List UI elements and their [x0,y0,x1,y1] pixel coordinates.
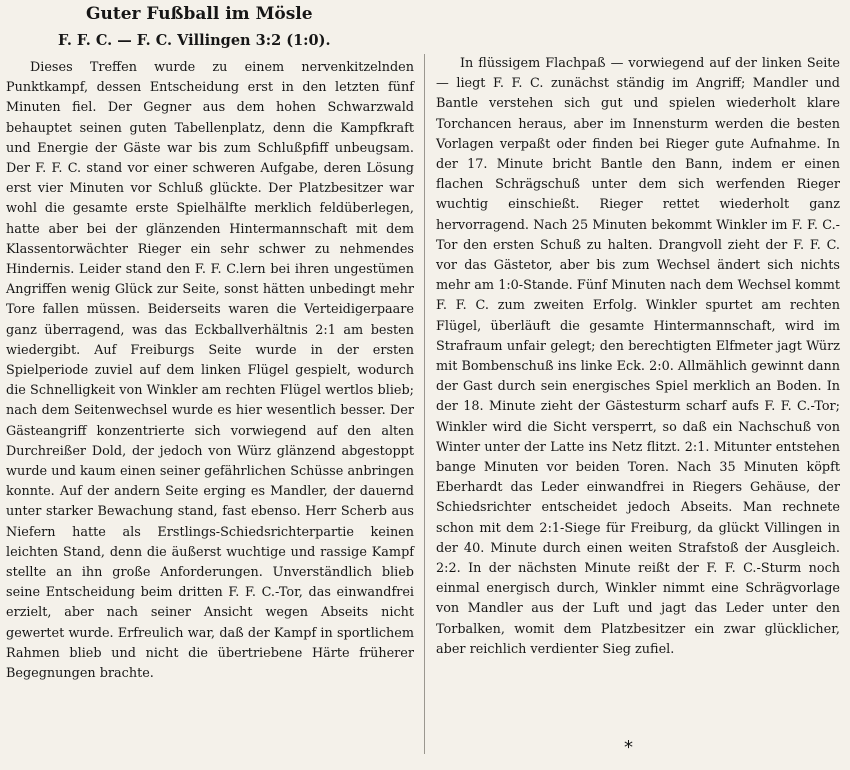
left-column-paragraph: Dieses Treffen wurde zu einem nervenkitzelnden Punktkampf, dessen Entscheidung erst in den letzten fünf Minuten fiel. Der Gegner aus dem hohen Schwarzwald behauptet seinen guten Tabellenplatz, denn die Kampfkraft und Energie der Gäste war bis zum Schlußpfiff unbeugsam. Der F. F. C. stand vor einer schweren Aufgabe, deren Lösung erst vier Minuten vor Schluß glückte. Der Platzbesitzer war wohl die gesamte erste Spielhälfte merklich feldüberlegen, hatte aber bei der glänzenden Hintermannschaft mit dem Klassentorwächter Rieger ein sehr schwer zu nehmendes Hindernis. Leider stand den F. F. C.lern bei ihren ungestümen Angriffen wenig Glück zur Seite, sonst hätten unbedingt mehr Tore fallen müssen. Beiderseits waren die Verteidigerpaare ganz überragend, was das Eckballverhältnis 2:1 am besten wiedergibt. Auf Freiburgs Seite wurde in der ersten Spielperiode zuviel auf dem linken Flügel gespielt, wodurch die Schnelligkeit von Winkler am rechten Flügel wertlos blieb; nach dem Seitenwechsel wurde es hier wesentlich besser. Der Gästeangriff konzentrierte sich vorwiegend auf den alten Durchreißer Dold, der jedoch von Würz glänzend abgestoppt wurde und kaum einen seiner gefährlichen Schüsse anbringen konnte. Auf der andern Seite erging es Mandler, der dauernd unter starker Bewachung stand, fast ebenso. Herr Scherb aus Niefern hatte als Erstlings-Schiedsrichterpartie keinen leichten Stand, denn die äußerst wuchtige und rassige Kampf stellte an ihn große Anforderungen. Unverständlich blieb seine Entscheidung beim dritten F. F. C.-Tor, das einwandfrei erzielt, aber nach seiner Ansicht wegen Abseits nicht gewertet wurde. Erfreulich war, daß der Kampf in sportlichem Rahmen blieb und nicht die übertriebene Härte früherer Begegnungen brachte. [6,60,414,682]
left-column [6,58,414,684]
headline-text: Guter Fußball im Möslе [86,4,313,24]
subheadline-text: F. F. C. — F. C. Villingen 3:2 (1:0). [58,32,331,49]
end-mark-star: * [624,737,633,758]
article-headline [0,0,850,24]
article-subheadline [0,30,850,52]
right-column-paragraph: In flüssigem Flachpaß — vorwiegend auf der linken Seite — liegt F. F. C. zunächst ständig im Angriff; Mandler und Bantle verstehen sich gut und spielen wiederholt klare Torchancen heraus, aber im Innensturm werden die besten Vorlagen verpaßt oder finden bei Rieger gute Aufnahme. In der 17. Minute bricht Bantle den Bann, indem er einen flachen Schrägschuß unter dem sich werfenden Rieger wuchtig einschießt. Rieger rettet wiederholt ganz hervorragend. Nach 25 Minuten bekommt Winkler im F. F. C.-Tor den ersten Schuß zu halten. Drangvoll zieht der F. F. C. vor das Gästetor, aber bis zum Wechsel ändert sich nichts mehr am 1:0-Stande. Fünf Minuten nach dem Wechsel kommt F. F. C. zum zweiten Erfolg. Winkler spurtet am rechten Flügel, überläuft die gesamte Hintermannschaft, wird im Strafraum unfair gelegt; den berechtigten Elfmeter jagt Würz mit Bombenschuß ins linke Eck. 2:0. Allmählich gewinnt dann der Gast durch sein energisches Spiel merklich an Boden. In der 18. Minute zieht der Gästesturm scharf aufs F. F. C.-Tor; Winkler wird die Sicht versperrt, so daß ein Nachschuß von Winter unter der Latte ins Netz flitzt. 2:1. Mitunter entstehen bange Minuten vor beiden Toren. Nach 35 Minuten köpft Eberhardt das Leder einwandfrei in Riegers Gehäuse, der Schiedsrichter entscheidet jedoch Abseits. Man rechnete schon mit dem 2:1-Siege für Freiburg, da glückt Villingen in der 40. Minute durch einen weiten Strafstoß der Ausgleich. 2:2. In der nächsten Minute reißt der F. F. C.-Sturm noch einmal energisch durch, Winkler nimmt eine Schrägvorlage von Mandler aus der Luft und jagt das Leder unter den Torbalken, womit dem Platzbesitzer ein zwar glücklicher, aber reichlich verdienter Sieg zufiel. [436,56,840,657]
column-divider [424,54,425,754]
right-column [436,54,840,660]
